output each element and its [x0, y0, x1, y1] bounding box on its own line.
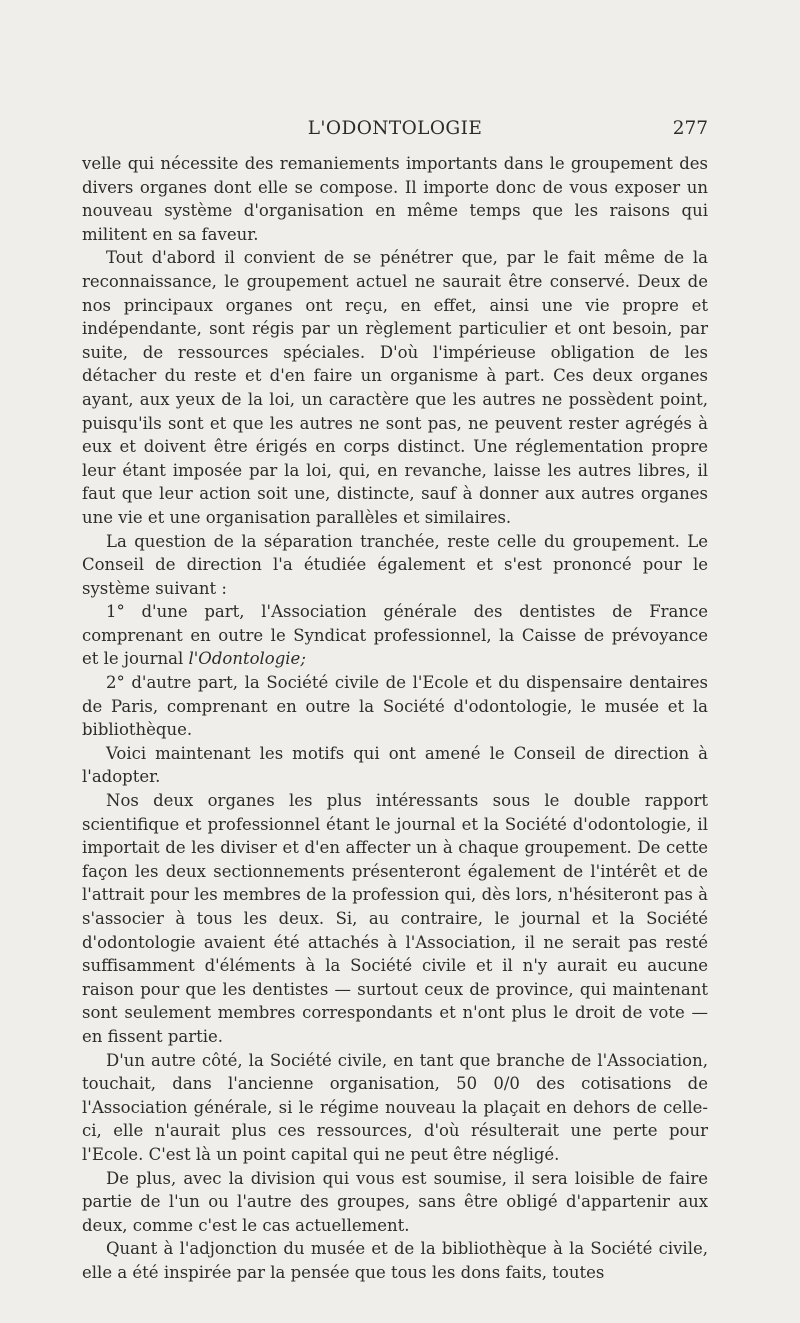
- journal-title: l'Odontologie;: [188, 649, 306, 669]
- body-text: [82, 152, 708, 1285]
- paragraph-ressources: D'un autre côté, la Société civile, en tant que branche de l'Association, touchait, dans l'ancienne organisation, 50 0/0 des cotisations de l'Association générale, si le régime nouveau la plaçait en dehors de celle-ci, elle n'aurait plus ces ressources, d'où résulterait une perte pour l'Ecole. C'est là un point capital qui ne peut être négligé.: [82, 1050, 708, 1164]
- page-number: 277: [672, 118, 708, 139]
- paragraph-organes: Nos deux organes les plus intéressants sous le double rapport scientifique et professionnel étant le journal et la Société d'odontologie, il importait de les diviser et d'en affecter un à chaque groupement. De cette façon les deux sectionnements présenteront également de l'intérêt et de l'attrait pour les membres de la profession qui, dès lors, n'hésiteront pas à s'associer à tous les deux. Si, au contraire, le journal et la Société d'odontologie avaient été attachés à l'Association, il ne serait pas resté suffisamment d'éléments à la Société civile et il n'y aurait eu aucune raison pour que les dentistes — surtout ceux de province, qui maintenant sont seulement membres correspondants et n'ont plus le droit de vote — en fissent partie.: [82, 791, 708, 1046]
- list-item-association-text: 1° d'une part, l'Association générale des dentistes de France comprenant en outre le Syndicat professionnel, la Caisse de prévoyance et le journal: [82, 602, 708, 669]
- paragraph-motifs: Voici maintenant les motifs qui ont amené le Conseil de direction à l'adopter.: [82, 743, 708, 787]
- running-head: L'ODONTOLOGIE: [307, 118, 483, 139]
- page-header: [82, 118, 708, 142]
- paragraph-reconnaissance: Tout d'abord il convient de se pénétrer que, par le fait même de la reconnaissance, le groupement actuel ne saurait être conservé. Deux de nos principaux organes ont reçu, en effet, ainsi une vie propre et indépendante, sont régis par un règlement particulier et ont besoin, par suite, de ressources spéciales. D'où l'impérieuse obligation de les détacher du reste et d'en faire un organisme à part. Ces deux organes ayant, aux yeux de la loi, un caractère que les autres ne possèdent point, puisqu'ils sont et que les autres ne sont pas, ne peuvent rester agrégés à eux et doivent être érigés en corps distinct. Une réglementation propre leur étant imposée par la loi, qui, en revanche, laisse les autres libres, il faut que leur action soit une, distincte, sauf à donner aux autres organes une vie et une organisation parallèles et similaires.: [82, 248, 708, 527]
- paragraph-musee: Quant à l'adjonction du musée et de la bibliothèque à la Société civile, elle a été inspirée par la pensée que tous les dons faits, toutes: [82, 1239, 708, 1282]
- paragraph-division: De plus, avec la division qui vous est soumise, il sera loisible de faire partie de l'un ou l'autre des groupes, sans être obligé d'appartenir aux deux, comme c'est le cas actuellement.: [82, 1168, 708, 1235]
- list-item-association: [82, 600, 708, 671]
- list-item-societe-civile: 2° d'autre part, la Société civile de l'Ecole et du dispensaire dentaires de Paris, comprenant en outre la Société d'odontologie, le musée et la bibliothèque.: [82, 673, 708, 740]
- paragraph-continued: velle qui nécessite des remaniements importants dans le groupement des divers organes dont elle se compose. Il importe donc de vous exposer un nouveau système d'organisation en même temps que les raisons qui militent en sa faveur.: [82, 154, 708, 244]
- paragraph-groupement: La question de la séparation tranchée, reste celle du groupement. Le Conseil de direction l'a étudiée également et s'est prononcé pour le système suivant :: [82, 531, 708, 598]
